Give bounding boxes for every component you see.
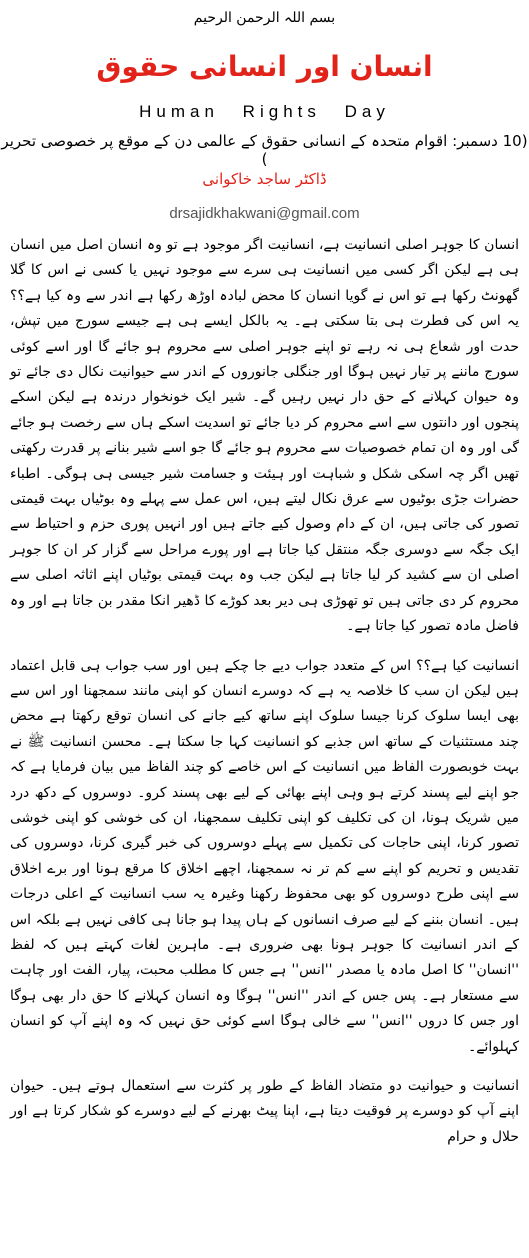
occasion-note: (10 دسمبر: اقوام متحدہ کے انسانی حقوق کے عالمی دن کے موقع پر خصوصی تحریر )	[1, 132, 528, 168]
author-name: ڈاکٹر ساجد خاکوانی	[202, 170, 327, 188]
english-subtitle: Human Rights Day	[139, 102, 390, 121]
body-paragraph: انسانیت کیا ہے؟؟ اس کے متعدد جواب دیے جا چکے ہیں اور سب جواب ہی قابل اعتماد ہیں لیکن ان سب کا خلاصہ یہ ہے کہ دوسرے انسان کو اپنی مانند سمجھنا اور اس سے بھی ایسا سلوک کرنا جیسا سلوک اپنے ساتھ کیے جانے کی انسان توقع رکھتا ہے محض چند مستثنیات کے ساتھ اس جذبے کو انسانیت کہا جا سکتا ہے۔ محسن انسانیت ﷺ نے بہت خوبصورت الفاظ میں انسانیت کے اس خاصے کو چند الفاظ میں بیان فرمایا ہے کہ جو اپنے لیے پسند کرتے ہو وہی اپنے بھائی کے لیے بھی پسند کرو۔ دوسروں کے دکھ درد میں شریک ہونا، ان کی تکلیف کو اپنی تکلیف سمجھنا، ان کی خوشی کو اپنی خوشی تصور کرنا، اپنی حاجات کی تکمیل سے پہلے دوسروں کی خبر گیری کرنا، دوسروں کی تقدیس و تحریم کو اپنے سے کم تر نہ سمجھنا، اچھے اخلاق کا مرقع ہونا اور برے اخلاق سے اپنی طرح دوسروں کو بھی محفوظ رکھنا وغیرہ یہ سب انسانیت کے اعلی درجات ہیں۔ انسان بننے کے لیے صرف انسانوں کے ہاں پیدا ہو جانا ہی کافی نہیں ہے بلکہ اس کے اندر انسانیت کا جوہر ہونا بھی ضروری ہے۔ ماہرین لغات کہتے ہیں کہ لفظ ''انسان'' کا اصل مادہ یا مصدر ''انس'' ہے جس کا مطلب محبت، پیار، الفت اور چاہت سے مستعار ہے۔ پس جس کے اندر ''انس'' ہوگا وہ انسان کہلانے کا حق دار بھی ہوگا اور جس کا دروں ''انس'' سے خالی ہوگا اسے کوئی حق نہیں کہ وہ اپنے آپ کو انسان کہلوائے۔	[10, 657, 519, 1055]
article-title: انسان اور انسانی حقوق	[96, 50, 433, 83]
article-body	[10, 233, 519, 1164]
bismillah-heading: بسم اللہ الرحمن الرحیم	[193, 10, 336, 26]
body-paragraph: انسان کا جوہر اصلی انسانیت ہے، انسانیت اگر موجود ہے تو وہ انسان اصل میں انسان ہی ہے لیکن اگر کسی میں انسانیت ہی سرے سے موجود نہیں یا کسی نے اس کا گلا گھونٹ رکھا ہے تو اس نے گویا انسان کا محض لبادہ اوڑھ رکھا ہے اندر سے وہ کیا ہے؟؟ یہ اس کی فطرت ہی بتا سکتی ہے۔ یہ بالکل ایسے ہی ہے جیسے سورج میں تپش، حدت اور شعاع ہی نہ رہے تو اپنے جوہر اصلی سے محروم ہو جائے گا اور اسے کوئی سورج ماننے پر تیار نہیں ہوگا اور جنگلی جانوروں کے اندر سے حیوانیت نکال دی جائے تو وہ حیوان کہلانے کے حق دار نہیں رہیں گے۔ شیر ایک خونخوار درندہ ہے لیکن اسکے پنجوں اور دانتوں سے اسے محروم کر دیا جائے تو اسدیت اسکے ہاں سے رخصت ہو جائے گی اور وہ ان تمام خصوصیات سے محروم ہو جائے گا جو اسے شیر بنانے پر قدرت رکھتی تھیں اگر چہ اسکی شکل و شباہت اور ہیئت و جسامت شیر جیسی ہی ہوگی۔ اطباء حضرات جڑی بوٹیوں سے عرق نکال لیتے ہیں، اس عمل سے پہلے وہ بوٹیاں بہت قیمتی تصور کی جاتی ہیں، ان کے دام وصول کیے جاتے ہیں اور انہیں پوری حزم و احتیاط سے ایک جگہ سے دوسری جگہ منتقل کیا جاتا ہے اور پورے مراحل سے گزار کر ان کا جوہر اصلی ان سے کشید کر لیا جاتا ہے لیکن جب وہ بہت قیمتی بوٹیاں اپنے اثاثہ اصلی سے محروم کر دی جاتی ہیں تو تھوڑی ہی دیر بعد کوڑے کا ڈھیر انکا مقدر بن جاتا ہے اور وہ فاضل مادہ تصور کیا جاتا ہے۔	[10, 237, 519, 635]
body-paragraph: انسانیت و حیوانیت دو متضاد الفاظ کے طور پر کثرت سے استعمال ہوتے ہیں۔ حیوان اپنے آپ کو دوسرے پر فوقیت دیتا ہے، اپنا پیٹ بھرنے کے لیے دوسرے کو شکار کرتا ہے اور حلال و حرام	[10, 1078, 519, 1145]
author-email: drsajidkhakwani@gmail.com	[169, 205, 360, 222]
